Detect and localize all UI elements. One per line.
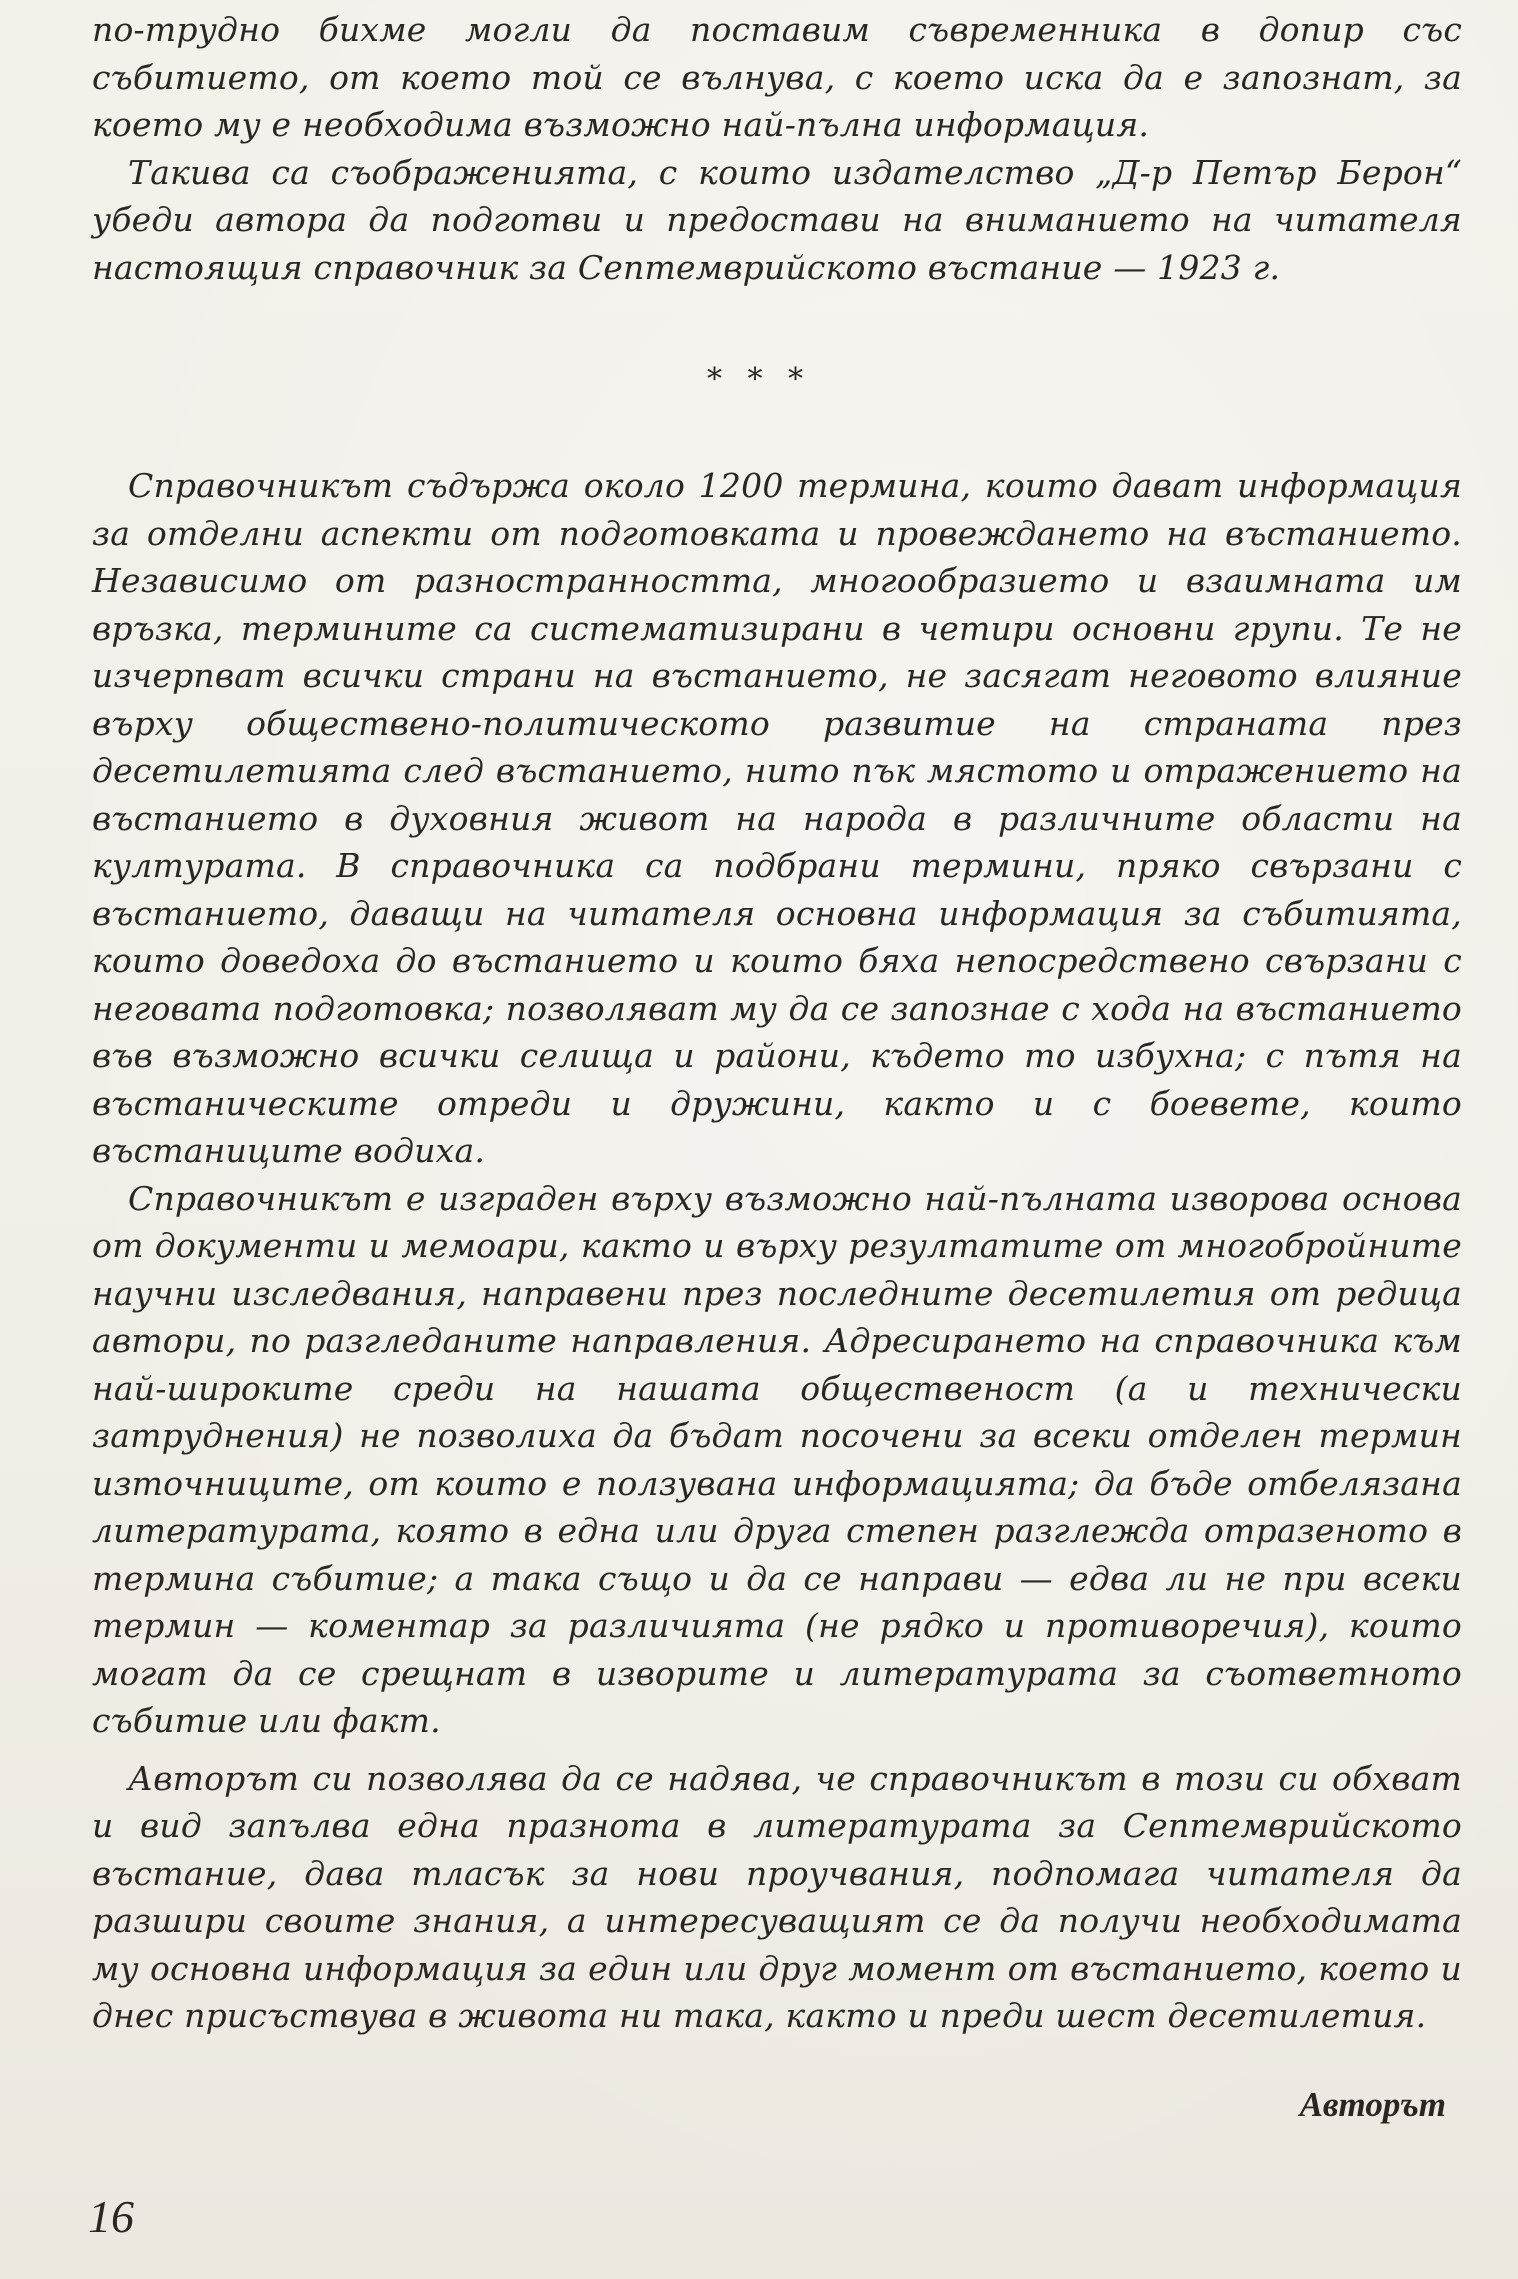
body-paragraph-1: Справочникът съдържа около 1200 термина, които дават информация за отделни аспекти от подготовката и провеждането на въстанието. Независимо от разностранността, многообразието и взаимната им връзка, термините са систематизирани в четири основни групи. Те не изчерпват всички страни на въстанието, не засягат неговото влияние върху обществено-политическото развитие на страната през десетилетията след въстанието, нито пък мястото и отражението на въстанието в духовния живот на народа в различните области на културата. В справочника са подбрани термини, пряко свързани с въстанието, даващи на читателя основна информация за събитията, които доведоха до въстанието и които бяха непосредствено свързани с неговата подготовка; позволяват му да се запознае с хода на въстанието във възможно всички селища и райони, където то избухна; с пътя на въстаническите отреди и дружини, както и с боевете, които въстаниците водиха. <box>92 466 1462 1170</box>
main-text-block <box>92 462 1462 2040</box>
intro-continuation-paragraph: по-трудно бихме могли да поставим съвременника в допир със събитието, от което той се вълнува, с което иска да е запознат, за което му е необходима възможно най-пълна информация. <box>92 10 1462 144</box>
author-signature: Авторът <box>1299 2085 1446 2124</box>
body-paragraph-2: Справочникът е изграден върху възможно най-пълната изворова основа от документи и мемоари, както и върху резултатите от многобройните научни изследвания, направени през последните десетилетия от редица автори, по разгледаните направления. Адресирането на справочника към най-широките среди на нашата общественост (а и технически затруднения) не позволиха да бъдат посочени за всеки отделен термин източниците, от които е ползувана информацията; да бъде отбелязана литературата, която в една или друга степен разглежда отразеното в термина събитие; а така също и да се направи — едва ли не при всеки термин — коментар за различията (не рядко и противоречия), които могат да се срещнат в изворите и литературата за съответното събитие или факт. <box>92 1178 1462 1740</box>
body-paragraph-3: Авторът си позволява да се надява, че справочникът в този си обхват и вид запълва една празнота в литературата за Септемврийското въстание, дава тласък за нови проучвания, подпомага читателя да разшири своите знания, а интересуващият се да получи необходимата му основна информация за един или друг момент от въстанието, което и днес присъствува в живота ни така, както и преди шест десетилетия. <box>92 1758 1462 2035</box>
page-number: 16 <box>88 2191 134 2242</box>
intro-text-block <box>92 6 1462 291</box>
intro-reasons-paragraph: Такива са съображенията, с които издателство „Д-р Петър Берон“ убеди автора да подготви и предостави на вниманието на читателя настоящия справочник за Септемврийското въстание — 1923 г. <box>92 152 1462 287</box>
section-separator: * * * <box>706 362 812 397</box>
